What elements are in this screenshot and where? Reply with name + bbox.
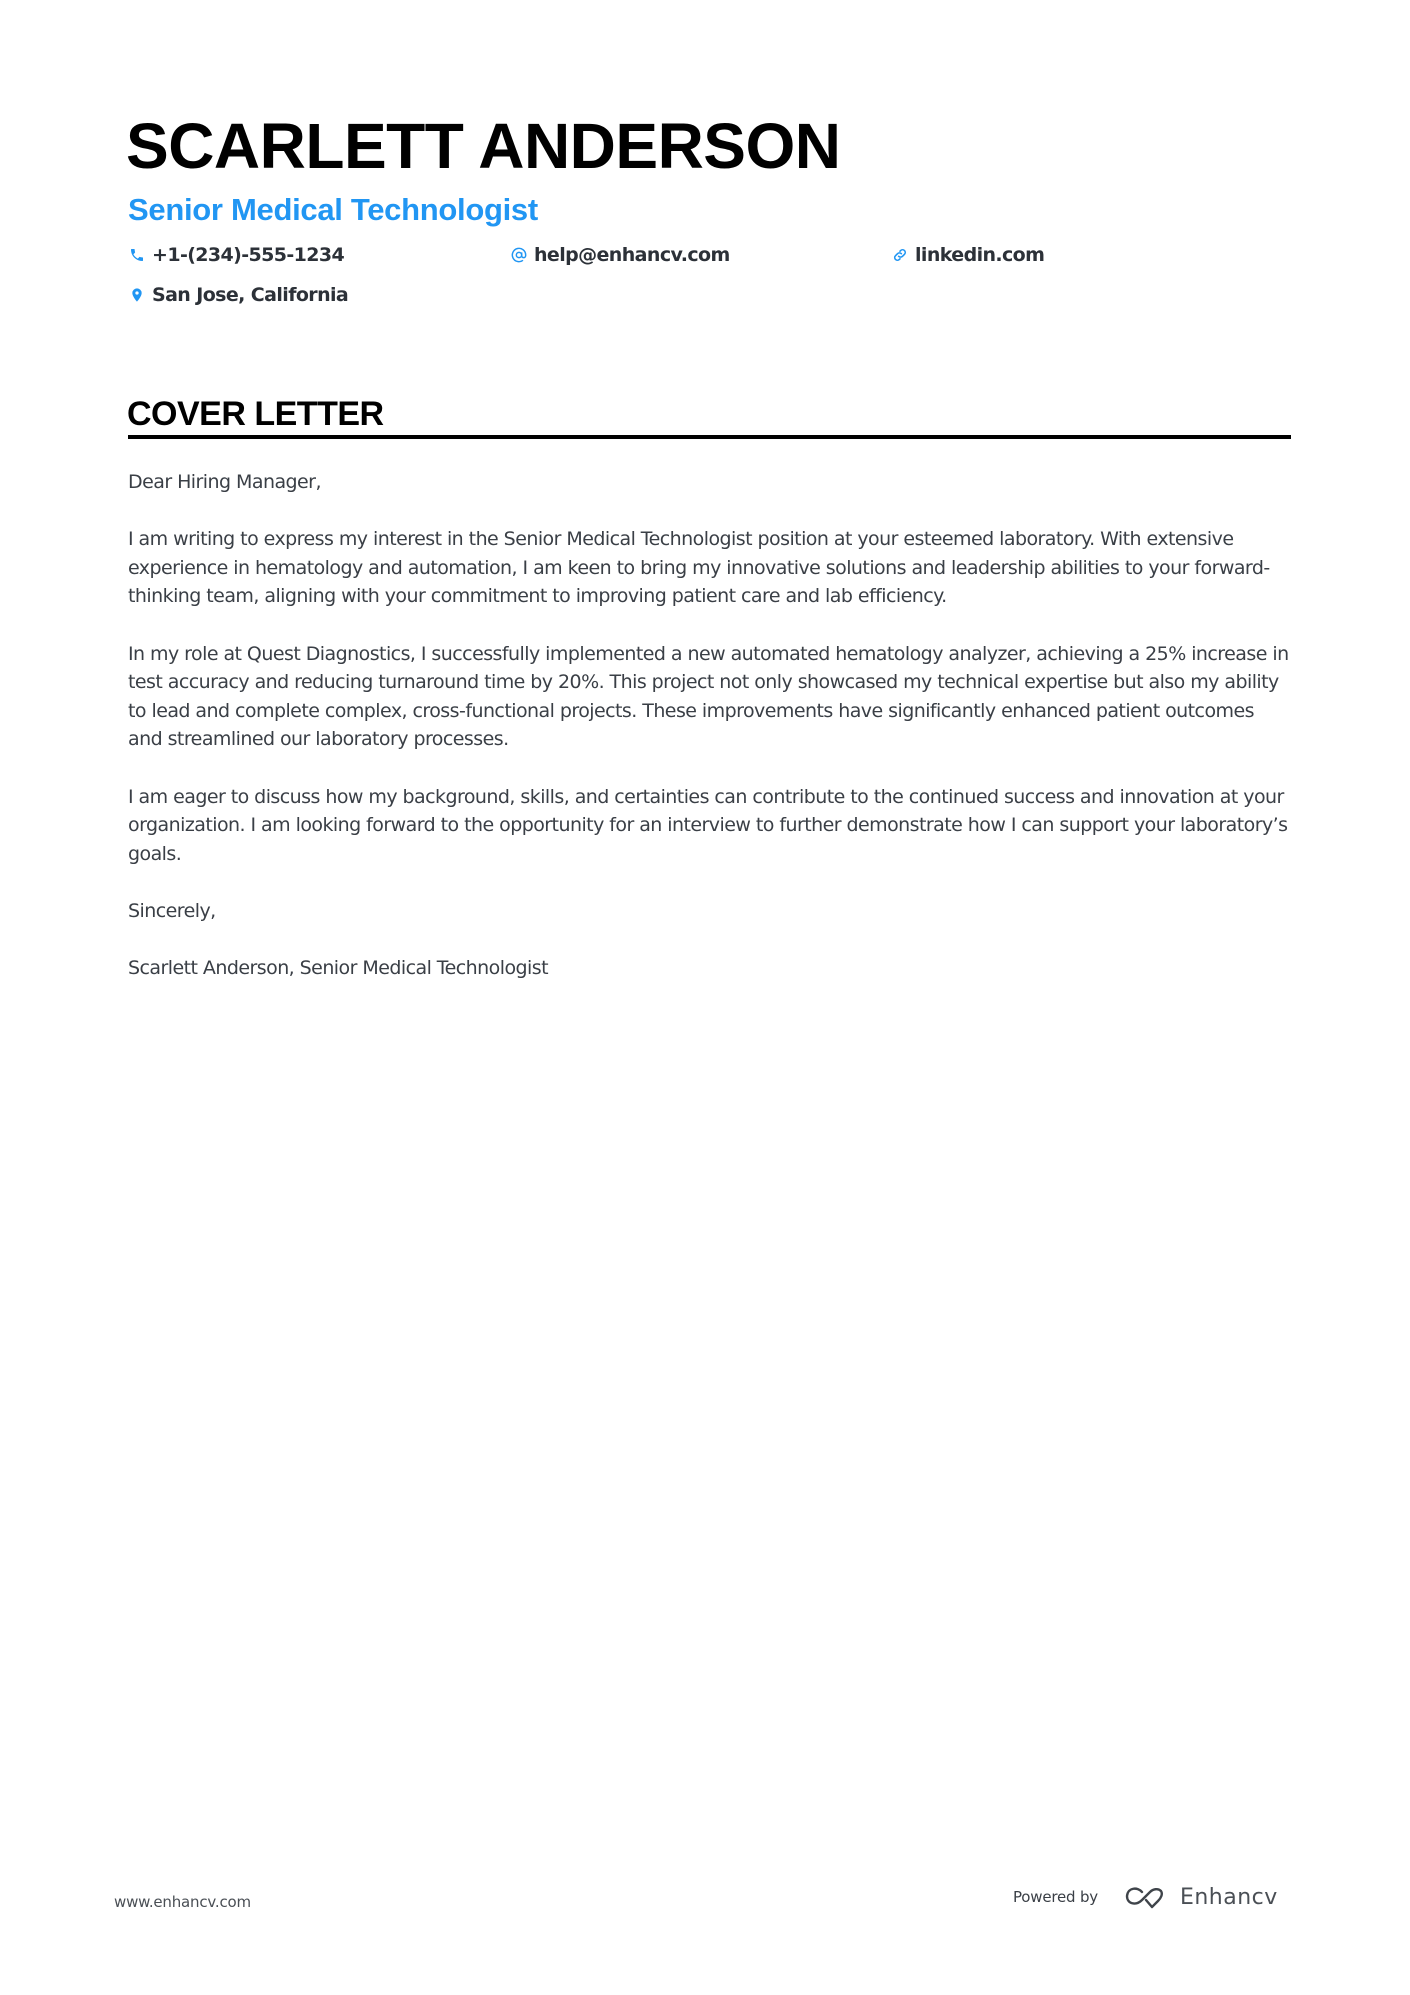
footer-branding: [1013, 1884, 1278, 1910]
letter-paragraph: In my role at Quest Diagnostics, I successfully implemented a new automated hematology analyzer, achieving a 25% increase in test accuracy and reducing turnaround time by 20%. This project not only showcased my technical expertise but also my ability to lead and complete complex, cross-functional projects. These improvements have significantly enhanced patient outcomes and streamlined our laboratory processes.: [128, 642, 1289, 751]
location-text: San Jose, California: [152, 284, 349, 306]
section-title: COVER LETTER: [127, 395, 384, 433]
letter-greeting: Dear Hiring Manager,: [128, 471, 321, 493]
linkedin-text[interactable]: linkedin.com: [915, 244, 1045, 266]
contact-location: [128, 282, 348, 308]
at-icon: [510, 246, 528, 264]
phone-text: +1-(234)-555-1234: [152, 244, 345, 266]
section-divider: [128, 435, 1291, 439]
contact-phone: [128, 242, 344, 268]
contact-linkedin[interactable]: [891, 242, 1044, 268]
location-pin-icon: [128, 286, 146, 304]
candidate-name: SCARLETT ANDERSON: [126, 110, 841, 182]
candidate-title: Senior Medical Technologist: [128, 192, 538, 227]
letter-paragraph: I am writing to express my interest in the Senior Medical Technologist position at your esteemed laboratory. With extensive experience in hematology and automation, I am keen to bring my innovative solutions and leadership abilities to your forward-thinking team, aligning with your commitment to improving patient care and lab efficiency.: [128, 528, 1270, 608]
email-text[interactable]: help@enhancv.com: [534, 244, 730, 266]
letter-closing: Sincerely,: [128, 899, 216, 922]
powered-by-label: Powered by: [1013, 1888, 1098, 1906]
letter-body: [128, 468, 1293, 1011]
contact-email[interactable]: [510, 242, 730, 268]
link-icon: [891, 246, 909, 264]
letter-signature: Scarlett Anderson, Senior Medical Technologist: [128, 957, 549, 980]
letter-paragraph: I am eager to discuss how my background, skills, and certainties can contribute to the continued success and innovation at your organization. I am looking forward to the opportunity for an interview to further demonstrate how I can support your laboratory’s goals.: [128, 785, 1288, 865]
brand-name: Enhancv: [1179, 1884, 1278, 1910]
phone-icon: [128, 246, 146, 264]
footer-website[interactable]: www.enhancv.com: [114, 1893, 251, 1911]
enhancv-logo-icon: [1124, 1884, 1172, 1910]
